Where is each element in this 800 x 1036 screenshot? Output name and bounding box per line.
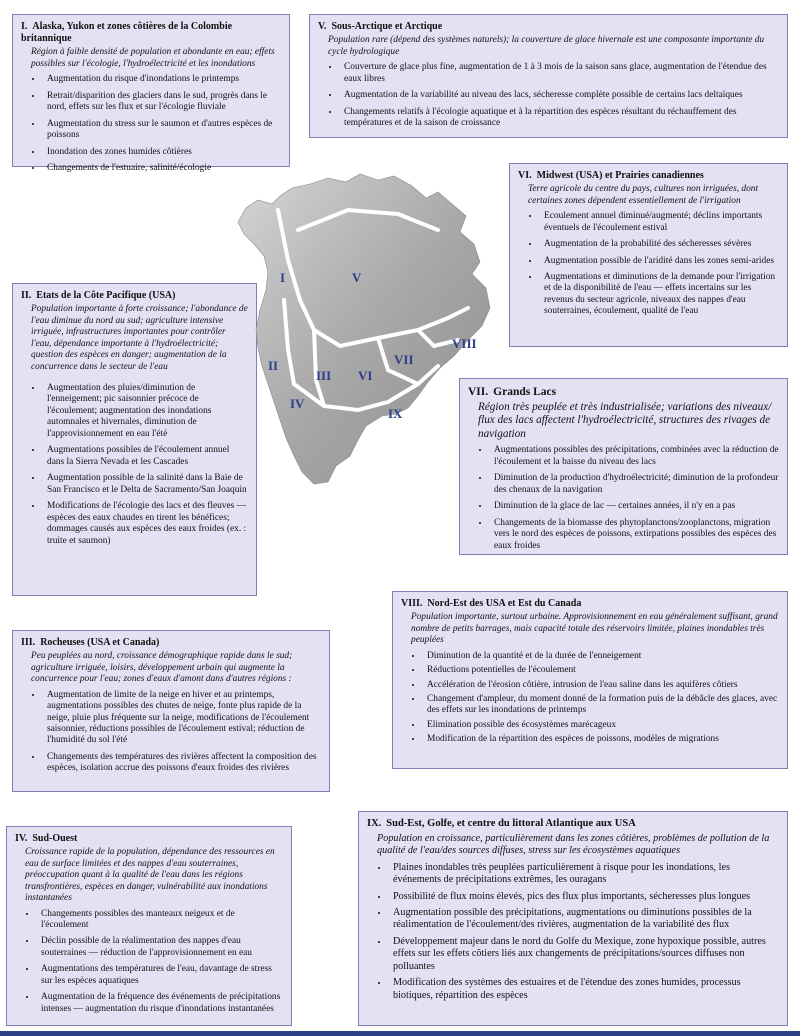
region-description: Population importante à forte croissance; l'abondance de l'eau diminue du nord au sud; agriculture intensive irriguée, infrastructures importantes pour contrôler l'eau, dépendance importante à l'hydroélectricité; question des espèces en danger; augmentation de la concurrence dans le secteur de l'eau [31, 304, 248, 372]
list-item: • Augmentation possible de la salinité dans la Baie de San Francisco et le Delta de Sacramento/San Joaquin [43, 473, 248, 496]
list-item: • Augmentations possibles des précipitations, combinées avec la réduction de l'écoulement et la baisse du niveau des lacs [490, 445, 779, 468]
list-item: • Changements possibles des manteaux neigeux et de l'écoulement [37, 909, 283, 932]
region-box-iv [6, 826, 292, 1026]
region-box-i [12, 14, 290, 174]
list-item: • Augmentation de limite de la neige en hiver et au printemps, augmentations possibles des chutes de neige, fonte plus rapide de la neige, pluie plus fréquente sur la neige, modifications de l'écoulement saisonnier, réductions possibles de l'écoulement estival; réduction de l'humidité du sol l'été [43, 690, 321, 747]
region-box-viii [392, 591, 788, 769]
region-description: Croissance rapide de la population, dépendance des ressources en eau de surface limitées et des nappes d'eau souterraines, préoccupation quant à la qualité de l'eau dans les régions transfrontières, espèces en danger, vulnérabilité aux inondations instantanées [25, 847, 275, 904]
continent-shape [238, 174, 490, 484]
impact-list [318, 62, 779, 129]
list-item: • Augmentation des pluies/diminution de l'enneigement; pic saisonnier précoce de l'écoulement; augmentation des inondations automnales et hivernales, diminution de l'approvisionnement en eau l'été [43, 383, 248, 440]
list-item: • Plaines inondables très peuplées particulièrement à risque pour les inondations, les événements de précipitations extrêmes, les ouragans [389, 862, 779, 887]
impact-list [21, 383, 248, 547]
region-title: I. Alaska, Yukon et zones côtières de la Colombie britannique [21, 21, 233, 45]
list-item: • Couverture de glace plus fine, augmentation de 1 à 3 mois de la saison sans glace, augmentation de l'étendue des eaux libres [340, 62, 779, 85]
list-item: • Augmentation possible des précipitations, augmentations ou diminutions possibles de la réalimentation de l'écoulement/des rivières, augmentation de la variabilité des flux [389, 907, 779, 932]
map-label-vii: VII [394, 352, 414, 367]
impact-list [21, 74, 281, 174]
region-box-v [309, 14, 788, 138]
impact-list [401, 651, 779, 746]
list-item: • Développement majeur dans le nord du Golfe du Mexique, zone hypoxique possible, autres effets sur les effets côtiers liés aux changements de précipitations/sources diffuses non polluantes [389, 936, 779, 973]
list-item: • Elimination possible des écosystèmes marécageux [423, 720, 779, 731]
region-box-vi [509, 163, 788, 347]
list-item: • Déclin possible de la réalimentation des nappes d'eau souterraines — réduction de l'approvisionnement en eau [37, 936, 283, 959]
map-label-viii: VIII [452, 336, 477, 351]
list-item: • Modification des systèmes des estuaires et de l'étendue des zones humides, processus biotiques, répartition des espèces [389, 977, 779, 1002]
list-item: • Augmentation de la probabilité des sécheresses sévères [540, 239, 779, 250]
region-box-vii [459, 378, 788, 555]
region-box-iii [12, 630, 330, 792]
list-item: • Accélération de l'érosion côtière, intrusion de l'eau saline dans les aquifères côtiers [423, 680, 779, 691]
list-item: • Retrait/disparition des glaciers dans le sud, progrès dans le nord, effets sur les flux et sur l'écologie fluviale [43, 91, 281, 114]
region-title: VI. Midwest (USA) et Prairies canadiennes [518, 170, 704, 181]
list-item: • Augmentation de la variabilité au niveau des lacs, sécheresse complète possible de certains lacs deltaïques [340, 90, 779, 101]
region-description: Région très peuplée et très industrialisée; variations des niveaux/ flux des lacs affectent l'hydroélectricité, structures des rivages de navigation [478, 401, 772, 440]
list-item: • Augmentation de la fréquence des événements de précipitations intenses — augmentation du risque d'inondations instantanées [37, 992, 283, 1015]
region-title: III. Rocheuses (USA et Canada) [21, 637, 160, 648]
list-item: • Changements de l'estuaire, salinité/écologie [43, 163, 281, 174]
region-title: II. Etats de la Côte Pacifique (USA) [21, 290, 176, 301]
list-item: • Augmentations des températures de l'eau, davantage de stress sur les espèces aquatiques [37, 964, 283, 987]
impact-list [518, 211, 779, 318]
map-label-vi: VI [358, 368, 373, 383]
list-item: • Réductions potentielles de l'écoulement [423, 665, 779, 676]
region-description: Terre agricole du centre du pays, cultures non irriguées, dont certaines zones dépendent essentiellement de l'irrigation [528, 184, 759, 206]
region-description: Région à faible densité de population et abondante en eau; effets possibles sur l'écologie, l'hydroélectricité et les inondations [31, 47, 275, 69]
list-item: • Changements relatifs à l'écologie aquatique et à la répartition des espèces résultant du réchauffement des températures et de la saison de croissance [340, 107, 779, 130]
list-item: • Diminution de la glace de lac — certaines années, il n'y en a pas [490, 501, 779, 512]
region-description: Population rare (dépend des systèmes naturels); la couverture de glace hivernale est une composante importante du cycle hydrologique [328, 35, 765, 57]
map-label-ii: II [268, 358, 279, 373]
list-item: • Ecoulement annuel diminué/augmenté; déclins importants éventuels de l'écoulement estival [540, 211, 779, 234]
list-item: • Modification de la répartition des espèces de poissons, modèles de migrations [423, 734, 779, 745]
list-item: • Augmentations et diminutions de la demande pour l'irrigation et de la disponibilité de l'eau — effets incertains sur les revenus du secteur agricole, niveaux des nappes d'eau souterraines, écoulement, qualité de l'eau [540, 272, 779, 318]
list-item: • Changements de la biomasse des phytoplanctons/zooplanctons, migration vers le nord des espèces de poissons, extirpations possibles des espèces des eaux froides [490, 518, 779, 552]
region-description: Population importante, surtout urbaine. Approvisionnement en eau généralement suffisant, grand nombre de petits barrages, mais capacité totale des réservoirs limitée, plaines inondables très peuplées [411, 612, 778, 646]
list-item: • Augmentation du stress sur le saumon et d'autres espèces de poissons [43, 119, 281, 142]
region-description: Peu peuplées au nord, croissance démographique rapide dans le sud; agriculture irriguée, loisirs, développement urbain qui augmente la concurrence pour l'eau; zones d'eaux d'amont dans d'autres régions : [31, 651, 293, 685]
region-box-ix [358, 811, 788, 1026]
impact-list [367, 862, 779, 1002]
list-item: • Augmentations possibles de l'écoulement annuel dans la Sierra Nevada et les Cascades [43, 445, 248, 468]
impact-list [15, 909, 283, 1016]
list-item: • Changement d'ampleur, du moment donné de la formation puis de la débâcle des glaces, avec des effets sur les inondations de printemps [423, 694, 779, 717]
region-title: IV. Sud-Ouest [15, 833, 78, 844]
map-label-iv: IV [290, 396, 305, 411]
region-box-ii [12, 283, 257, 596]
region-title: IX. Sud-Est, Golfe, et centre du littoral Atlantique aux USA [367, 818, 636, 829]
list-item: • Diminution de la quantité et de la durée de l'enneigement [423, 651, 779, 662]
map-label-v: V [352, 270, 362, 285]
region-title: VII. Grands Lacs [468, 386, 557, 398]
list-item: • Modifications de l'écologie des lacs et des fleuves — espèces des eaux chaudes en tirent les bénéfices; dommages causés aux espèces des eaux froides (ex. : truite et saumon) [43, 501, 248, 547]
region-title: VIII. Nord-Est des USA et Est du Canada [401, 598, 582, 609]
list-item: • Inondation des zones humides côtières [43, 147, 281, 158]
map-label-i: I [280, 270, 286, 285]
impact-list [21, 690, 321, 775]
list-item: • Augmentation du risque d'inondations le printemps [43, 74, 281, 85]
map-label-ix: IX [388, 406, 403, 421]
region-description: Population en croissance, particulièrement dans les zones côtières, problèmes de pollution de la qualité de l'eau/des sources diffuses, stress sur les écosystèmes aquatiques [377, 832, 770, 857]
footer-bar [0, 1031, 800, 1036]
region-title: V. Sous-Arctique et Arctique [318, 21, 443, 32]
list-item: • Possibilité de flux moins élevés, pics des flux plus importants, sécheresses plus longues [389, 891, 779, 903]
list-item: • Diminution de la production d'hydroélectricité; diminution de la profondeur des chenaux de la navigation [490, 473, 779, 496]
list-item: • Changements des températures des rivières affectent la composition des espèces, isolation accrue des poissons d'eaux froides des rivières [43, 752, 321, 775]
north-america-map [228, 170, 493, 490]
list-item: • Augmentation possible de l'aridité dans les zones semi-arides [540, 256, 779, 267]
impact-list [468, 445, 779, 552]
map-label-iii: III [316, 368, 332, 383]
